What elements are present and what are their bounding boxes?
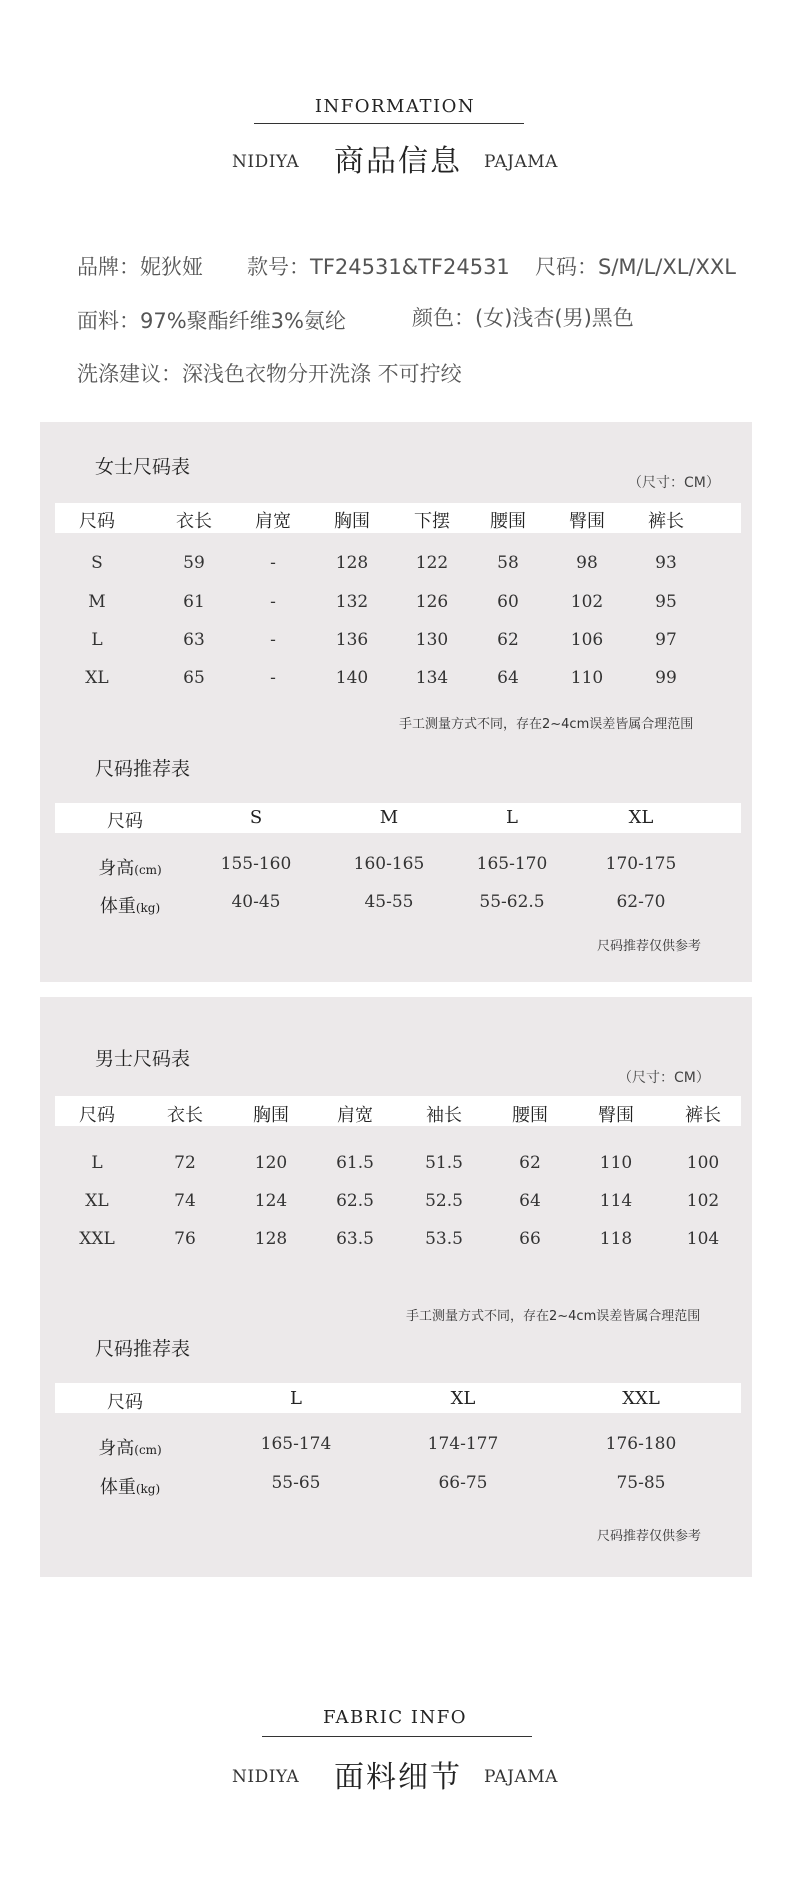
- table-cell: 76: [174, 1229, 196, 1249]
- table-cell: 60: [497, 592, 519, 612]
- table-cell: 58: [497, 553, 519, 573]
- men-chart-title: 男士尺码表: [95, 1048, 191, 1070]
- table-cell: 63.5: [336, 1229, 374, 1249]
- men-chart-unit: （尺寸：CM）: [618, 1070, 710, 1086]
- table-cell: 134: [415, 668, 449, 688]
- table-cell: 62: [497, 630, 519, 650]
- column-header: 袖长: [426, 1105, 462, 1126]
- table-cell: 61.5: [336, 1153, 374, 1173]
- table-cell: 165-174: [260, 1434, 332, 1454]
- women-chart-title: 女士尺码表: [95, 456, 191, 478]
- height-label: 身高: [98, 1438, 135, 1459]
- table-cell: S: [91, 553, 103, 573]
- column-header: 臀围: [569, 511, 605, 532]
- table-cell: 174-177: [427, 1434, 499, 1454]
- table-cell: 102: [570, 592, 604, 612]
- fabric-header-rule: [262, 1736, 532, 1737]
- height-row-label: [80, 1434, 180, 1460]
- table-cell: -: [270, 630, 276, 650]
- weight-row-label: [80, 1473, 180, 1499]
- women-chart-unit: （尺寸：CM）: [628, 475, 720, 491]
- table-cell: -: [270, 553, 276, 573]
- table-cell: 97: [655, 630, 677, 650]
- table-cell: 160-165: [353, 854, 425, 874]
- table-cell: 155-160: [220, 854, 292, 874]
- weight-unit: (kg): [135, 1482, 161, 1496]
- fabric-title-en: FABRIC INFO: [323, 1707, 467, 1728]
- brand-nidiya: NIDIYA: [232, 152, 300, 172]
- table-cell: XXL: [79, 1229, 115, 1249]
- table-cell: 132: [335, 592, 369, 612]
- column-header: 腰围: [512, 1105, 548, 1126]
- height-label: 身高: [98, 858, 135, 879]
- brand-info: 品牌：妮狄娅: [77, 255, 203, 279]
- table-cell: 63: [183, 630, 205, 650]
- column-header: 尺码: [107, 1392, 143, 1413]
- table-cell: 176-180: [605, 1434, 677, 1454]
- table-cell: 165-170: [476, 854, 548, 874]
- weight-unit: (kg): [135, 901, 161, 915]
- table-cell: 114: [599, 1191, 633, 1211]
- column-header: M: [379, 807, 399, 828]
- weight-label: 体重: [99, 896, 136, 917]
- header-rule: [254, 123, 524, 124]
- column-header: 尺码: [79, 1105, 115, 1126]
- column-header: XL: [450, 1388, 476, 1409]
- table-cell: 95: [655, 592, 677, 612]
- table-cell: 98: [576, 553, 598, 573]
- washing-advice: 洗涤建议：深浅色衣物分开洗涤 不可拧绞: [77, 362, 462, 386]
- column-header: XL: [628, 807, 654, 828]
- column-header: 肩宽: [337, 1105, 373, 1126]
- table-cell: -: [270, 668, 276, 688]
- table-cell: 136: [335, 630, 369, 650]
- women-recommend-note: 尺码推荐仅供参考: [597, 939, 702, 954]
- table-cell: 126: [415, 592, 449, 612]
- column-header: 胸围: [253, 1105, 289, 1126]
- table-cell: 40-45: [231, 892, 281, 912]
- table-cell: 170-175: [605, 854, 677, 874]
- column-header: 臀围: [598, 1105, 634, 1126]
- table-cell: 55-62.5: [479, 892, 545, 912]
- table-cell: 99: [655, 668, 677, 688]
- column-header: 衣长: [167, 1105, 203, 1126]
- table-cell: XL: [85, 1191, 109, 1211]
- men-chart-note: 手工测量方式不同，存在2~4cm误差皆属合理范围: [406, 1309, 701, 1324]
- table-cell: 51.5: [425, 1153, 463, 1173]
- table-cell: 61: [183, 592, 205, 612]
- table-cell: 66: [519, 1229, 541, 1249]
- table-cell: -: [270, 592, 276, 612]
- table-cell: 66-75: [438, 1473, 488, 1493]
- column-header: 腰围: [490, 511, 526, 532]
- table-cell: L: [91, 630, 103, 650]
- column-header: 下摆: [414, 511, 450, 532]
- size-range: 尺码：S/M/L/XL/XXL: [535, 255, 737, 279]
- table-cell: 128: [335, 553, 369, 573]
- table-cell: 110: [599, 1153, 633, 1173]
- column-header: 尺码: [107, 811, 143, 832]
- column-header: 尺码: [79, 511, 115, 532]
- table-cell: 118: [599, 1229, 633, 1249]
- column-header: L: [290, 1388, 302, 1409]
- table-cell: 64: [519, 1191, 541, 1211]
- table-cell: 55-65: [271, 1473, 321, 1493]
- weight-label: 体重: [99, 1477, 136, 1498]
- table-cell: 45-55: [364, 892, 414, 912]
- table-cell: M: [88, 592, 106, 612]
- table-cell: 53.5: [425, 1229, 463, 1249]
- color-info: 颜色：(女)浅杏(男)黑色: [412, 306, 634, 330]
- table-cell: 59: [183, 553, 205, 573]
- table-cell: 72: [174, 1153, 196, 1173]
- column-header: L: [506, 807, 518, 828]
- table-cell: 100: [686, 1153, 720, 1173]
- table-cell: 93: [655, 553, 677, 573]
- table-cell: 74: [174, 1191, 196, 1211]
- column-header: 胸围: [334, 511, 370, 532]
- table-cell: 102: [686, 1191, 720, 1211]
- column-header: 衣长: [176, 511, 212, 532]
- height-unit: (cm): [134, 863, 162, 877]
- women-recommend-title: 尺码推荐表: [95, 758, 191, 780]
- table-cell: 62.5: [336, 1191, 374, 1211]
- table-cell: XL: [85, 668, 109, 688]
- table-cell: 130: [415, 630, 449, 650]
- height-row-label: [80, 854, 180, 880]
- weight-row-label: [80, 892, 180, 918]
- table-cell: L: [91, 1153, 103, 1173]
- table-cell: 52.5: [425, 1191, 463, 1211]
- table-cell: 75-85: [616, 1473, 666, 1493]
- table-cell: 106: [570, 630, 604, 650]
- table-cell: 65: [183, 668, 205, 688]
- height-unit: (cm): [134, 1443, 162, 1457]
- column-header: 裤长: [685, 1105, 721, 1126]
- table-cell: 104: [686, 1229, 720, 1249]
- style-number: 款号：TF24531&TF24531: [247, 255, 510, 279]
- fabric-brand-nidiya: NIDIYA: [232, 1767, 300, 1787]
- men-recommend-title: 尺码推荐表: [95, 1338, 191, 1360]
- fabric-title-cn: 面料细节: [334, 1760, 462, 1795]
- information-title-cn: 商品信息: [334, 144, 462, 179]
- column-header: 肩宽: [255, 511, 291, 532]
- women-chart-note: 手工测量方式不同，存在2~4cm误差皆属合理范围: [399, 717, 694, 732]
- table-cell: 124: [254, 1191, 288, 1211]
- brand-pajama: PAJAMA: [484, 152, 558, 172]
- table-cell: 128: [254, 1229, 288, 1249]
- column-header: XXL: [622, 1388, 660, 1409]
- column-header: 裤长: [648, 511, 684, 532]
- table-cell: 110: [570, 668, 604, 688]
- fabric-brand-pajama: PAJAMA: [484, 1767, 558, 1787]
- fabric-info: 面料：97%聚酯纤维3%氨纶: [77, 309, 346, 333]
- column-header: S: [249, 807, 263, 828]
- table-cell: 62: [519, 1153, 541, 1173]
- table-cell: 64: [497, 668, 519, 688]
- table-cell: 140: [335, 668, 369, 688]
- table-cell: 122: [415, 553, 449, 573]
- table-cell: 62-70: [616, 892, 666, 912]
- men-recommend-note: 尺码推荐仅供参考: [597, 1529, 702, 1544]
- information-title-en: INFORMATION: [314, 96, 476, 117]
- table-cell: 120: [254, 1153, 288, 1173]
